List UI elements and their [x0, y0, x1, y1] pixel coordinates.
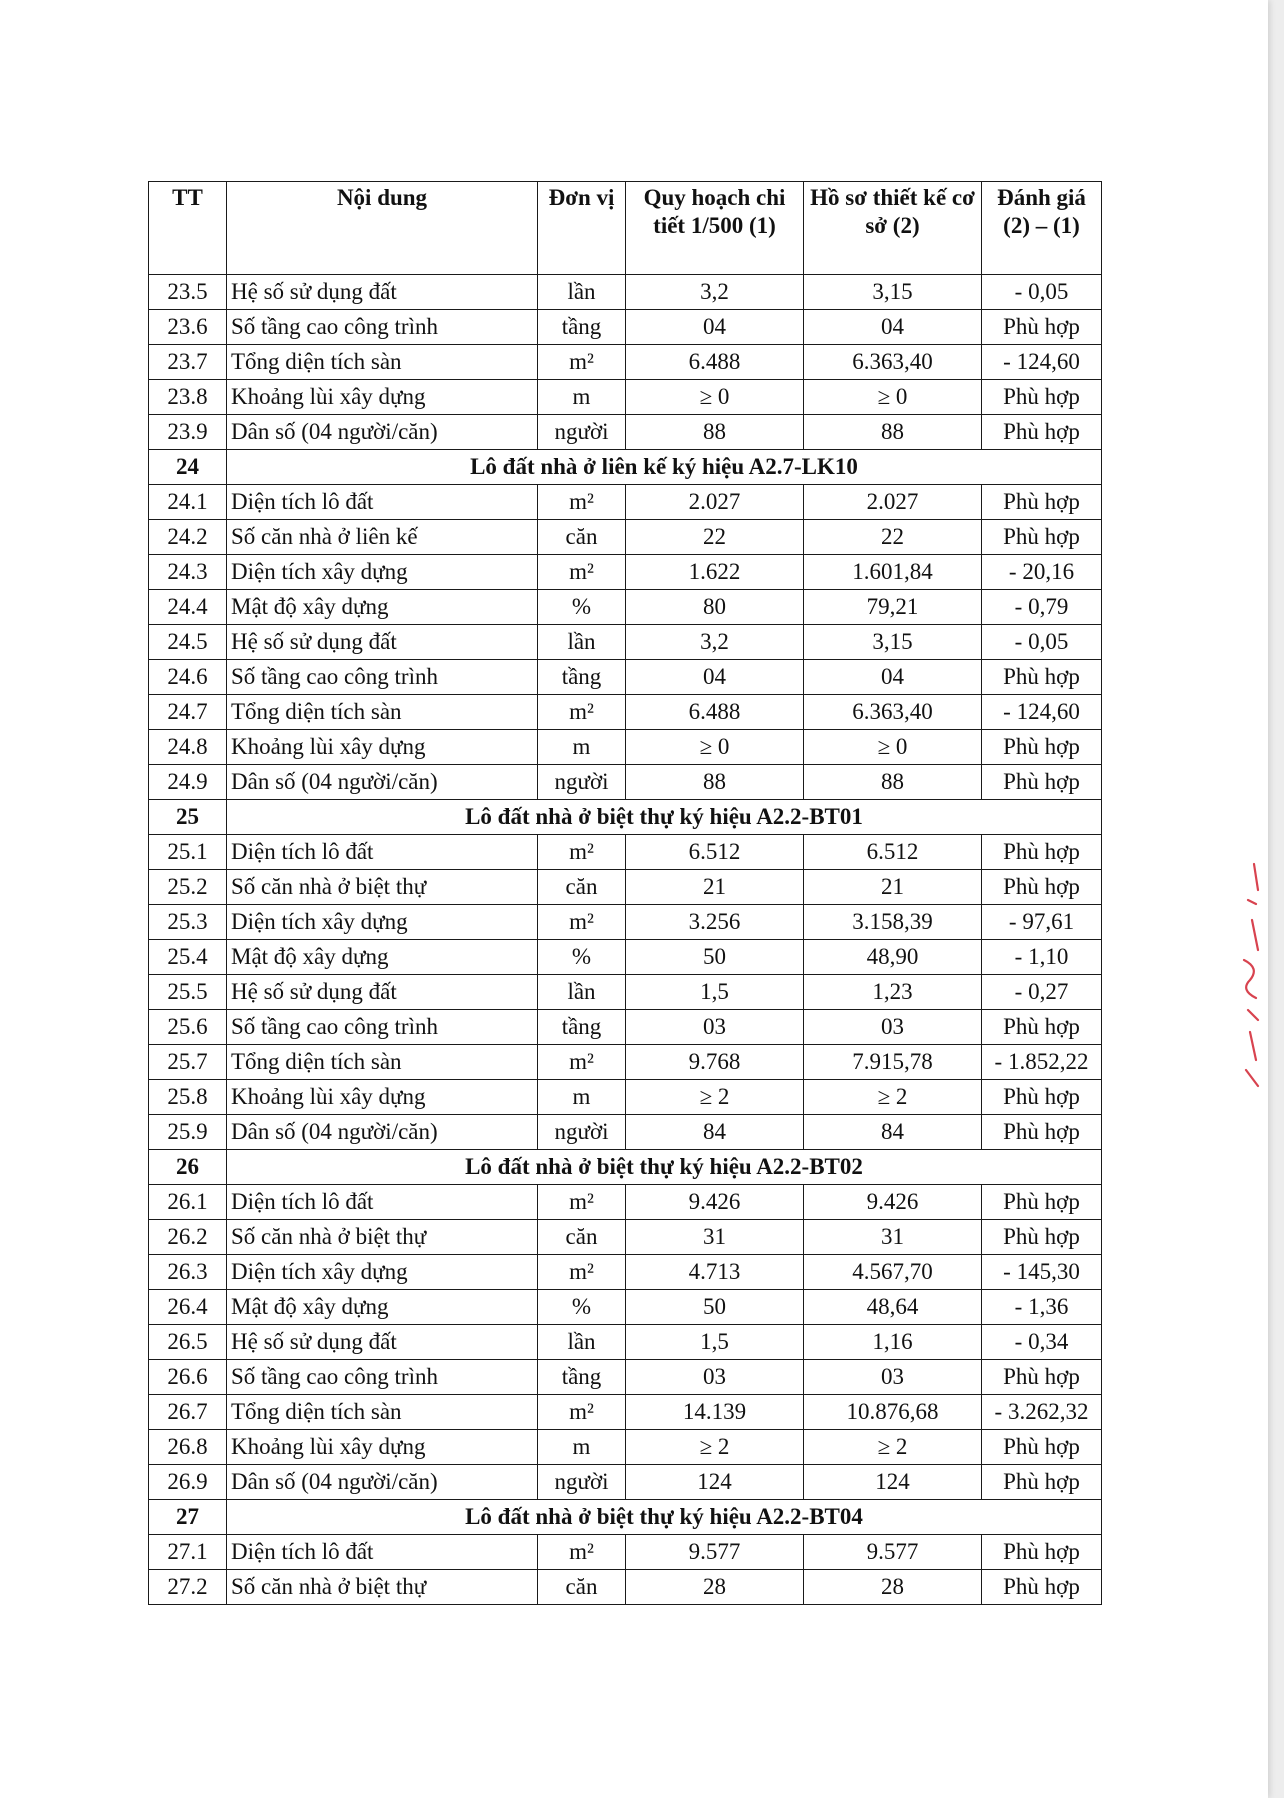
cell-content: Số tầng cao công trình	[227, 1360, 538, 1395]
cell-content: Tổng diện tích sàn	[227, 695, 538, 730]
table-row	[149, 520, 1102, 555]
cell-plan: 3.256	[626, 905, 804, 940]
cell-content: Số tầng cao công trình	[227, 1010, 538, 1045]
cell-plan: 14.139	[626, 1395, 804, 1430]
cell-eval: Phù hợp	[982, 1220, 1102, 1255]
cell-unit: m²	[538, 1395, 626, 1430]
cell-design: 4.567,70	[804, 1255, 982, 1290]
cell-eval: Phù hợp	[982, 1570, 1102, 1605]
cell-eval: Phù hợp	[982, 765, 1102, 800]
cell-plan: ≥ 0	[626, 380, 804, 415]
cell-design: 04	[804, 310, 982, 345]
table-row	[149, 1255, 1102, 1290]
cell-design: 3.158,39	[804, 905, 982, 940]
cell-tt: 25.7	[149, 1045, 227, 1080]
group-title: Lô đất nhà ở biệt thự ký hiệu A2.2-BT02	[227, 1150, 1102, 1185]
cell-plan: 6.488	[626, 695, 804, 730]
cell-unit: người	[538, 1465, 626, 1500]
cell-content: Dân số (04 người/căn)	[227, 1115, 538, 1150]
table-row	[149, 975, 1102, 1010]
cell-unit: căn	[538, 870, 626, 905]
cell-unit: tầng	[538, 310, 626, 345]
cell-plan: 9.768	[626, 1045, 804, 1080]
cell-design: 124	[804, 1465, 982, 1500]
cell-eval: Phù hợp	[982, 520, 1102, 555]
cell-content: Diện tích xây dựng	[227, 555, 538, 590]
group-title: Lô đất nhà ở liên kế ký hiệu A2.7-LK10	[227, 450, 1102, 485]
cell-tt: 26.5	[149, 1325, 227, 1360]
cell-design: 2.027	[804, 485, 982, 520]
cell-content: Mật độ xây dựng	[227, 590, 538, 625]
cell-content: Hệ số sử dụng đất	[227, 625, 538, 660]
cell-eval: Phù hợp	[982, 1080, 1102, 1115]
table-row	[149, 310, 1102, 345]
cell-eval: - 145,30	[982, 1255, 1102, 1290]
cell-design: 88	[804, 765, 982, 800]
table-row	[149, 940, 1102, 975]
cell-content: Dân số (04 người/căn)	[227, 765, 538, 800]
cell-plan: 03	[626, 1360, 804, 1395]
cell-plan: 04	[626, 310, 804, 345]
group-number: 24	[149, 450, 227, 485]
cell-eval: Phù hợp	[982, 1465, 1102, 1500]
cell-tt: 25.6	[149, 1010, 227, 1045]
cell-eval: - 0,27	[982, 975, 1102, 1010]
cell-tt: 24.2	[149, 520, 227, 555]
cell-plan: 22	[626, 520, 804, 555]
cell-plan: 9.426	[626, 1185, 804, 1220]
table-row	[149, 1010, 1102, 1045]
table-row	[149, 1570, 1102, 1605]
cell-plan: 28	[626, 1570, 804, 1605]
cell-tt: 26.1	[149, 1185, 227, 1220]
comparison-table	[148, 181, 1102, 1605]
cell-unit: m	[538, 380, 626, 415]
cell-eval: Phù hợp	[982, 1360, 1102, 1395]
cell-eval: Phù hợp	[982, 1185, 1102, 1220]
cell-unit: m²	[538, 485, 626, 520]
cell-unit: lần	[538, 975, 626, 1010]
cell-design: 6.512	[804, 835, 982, 870]
cell-content: Tổng diện tích sàn	[227, 1045, 538, 1080]
cell-plan: 84	[626, 1115, 804, 1150]
cell-plan: 80	[626, 590, 804, 625]
header-eval: Đánh giá (2) – (1)	[982, 182, 1102, 275]
cell-plan: 50	[626, 940, 804, 975]
cell-unit: lần	[538, 625, 626, 660]
cell-unit: tầng	[538, 1010, 626, 1045]
table-group-row	[149, 800, 1102, 835]
table-row	[149, 1360, 1102, 1395]
cell-design: ≥ 0	[804, 380, 982, 415]
cell-plan: 03	[626, 1010, 804, 1045]
table-row	[149, 1220, 1102, 1255]
cell-tt: 23.9	[149, 415, 227, 450]
cell-unit: m²	[538, 555, 626, 590]
cell-design: 31	[804, 1220, 982, 1255]
cell-unit: m	[538, 730, 626, 765]
cell-eval: Phù hợp	[982, 415, 1102, 450]
cell-eval: Phù hợp	[982, 380, 1102, 415]
table-row	[149, 1115, 1102, 1150]
cell-plan: 6.512	[626, 835, 804, 870]
cell-tt: 23.6	[149, 310, 227, 345]
cell-content: Hệ số sử dụng đất	[227, 1325, 538, 1360]
cell-eval: Phù hợp	[982, 310, 1102, 345]
cell-tt: 26.3	[149, 1255, 227, 1290]
cell-content: Số căn nhà ở biệt thự	[227, 1570, 538, 1605]
cell-content: Số tầng cao công trình	[227, 660, 538, 695]
cell-eval: - 0,79	[982, 590, 1102, 625]
cell-content: Dân số (04 người/căn)	[227, 1465, 538, 1500]
cell-content: Hệ số sử dụng đất	[227, 975, 538, 1010]
cell-unit: %	[538, 940, 626, 975]
cell-unit: m²	[538, 1045, 626, 1080]
cell-eval: - 97,61	[982, 905, 1102, 940]
table-row	[149, 660, 1102, 695]
table-row	[149, 1290, 1102, 1325]
cell-design: 1,16	[804, 1325, 982, 1360]
cell-unit: m²	[538, 1535, 626, 1570]
table-group-row	[149, 1150, 1102, 1185]
cell-content: Khoảng lùi xây dựng	[227, 730, 538, 765]
cell-eval: Phù hợp	[982, 835, 1102, 870]
cell-eval: Phù hợp	[982, 1430, 1102, 1465]
cell-design: ≥ 2	[804, 1430, 982, 1465]
cell-design: 28	[804, 1570, 982, 1605]
cell-unit: tầng	[538, 1360, 626, 1395]
header-tt: TT	[149, 182, 227, 275]
cell-tt: 24.3	[149, 555, 227, 590]
cell-unit: m	[538, 1430, 626, 1465]
cell-tt: 26.6	[149, 1360, 227, 1395]
cell-content: Khoảng lùi xây dựng	[227, 1430, 538, 1465]
cell-eval: Phù hợp	[982, 1010, 1102, 1045]
table-row	[149, 415, 1102, 450]
cell-design: 6.363,40	[804, 695, 982, 730]
cell-eval: - 0,34	[982, 1325, 1102, 1360]
cell-eval: - 1,10	[982, 940, 1102, 975]
table-row	[149, 275, 1102, 310]
cell-eval: Phù hợp	[982, 1115, 1102, 1150]
cell-plan: 2.027	[626, 485, 804, 520]
cell-plan: 1,5	[626, 975, 804, 1010]
cell-content: Số căn nhà ở biệt thự	[227, 870, 538, 905]
header-plan: Quy hoạch chi tiết 1/500 (1)	[626, 182, 804, 275]
cell-unit: tầng	[538, 660, 626, 695]
table-row	[149, 765, 1102, 800]
cell-eval: Phù hợp	[982, 870, 1102, 905]
cell-plan: 21	[626, 870, 804, 905]
cell-unit: m²	[538, 1185, 626, 1220]
cell-tt: 27.1	[149, 1535, 227, 1570]
cell-unit: căn	[538, 1220, 626, 1255]
cell-tt: 25.3	[149, 905, 227, 940]
cell-eval: Phù hợp	[982, 730, 1102, 765]
cell-design: 03	[804, 1010, 982, 1045]
cell-tt: 24.8	[149, 730, 227, 765]
cell-plan: 50	[626, 1290, 804, 1325]
cell-unit: m²	[538, 345, 626, 380]
table-group-row	[149, 1500, 1102, 1535]
cell-tt: 25.1	[149, 835, 227, 870]
table-body	[149, 275, 1102, 1605]
cell-tt: 25.4	[149, 940, 227, 975]
cell-unit: căn	[538, 1570, 626, 1605]
cell-plan: ≥ 2	[626, 1430, 804, 1465]
table-group-row	[149, 450, 1102, 485]
cell-plan: 9.577	[626, 1535, 804, 1570]
cell-design: 1.601,84	[804, 555, 982, 590]
cell-unit: m²	[538, 905, 626, 940]
cell-content: Số căn nhà ở biệt thự	[227, 1220, 538, 1255]
cell-unit: người	[538, 1115, 626, 1150]
cell-eval: - 1.852,22	[982, 1045, 1102, 1080]
cell-tt: 24.5	[149, 625, 227, 660]
cell-eval: Phù hợp	[982, 660, 1102, 695]
cell-eval: - 1,36	[982, 1290, 1102, 1325]
cell-tt: 24.6	[149, 660, 227, 695]
table-row	[149, 1430, 1102, 1465]
table-row	[149, 380, 1102, 415]
cell-unit: %	[538, 1290, 626, 1325]
cell-tt: 23.5	[149, 275, 227, 310]
cell-content: Diện tích lô đất	[227, 835, 538, 870]
group-number: 26	[149, 1150, 227, 1185]
cell-tt: 26.8	[149, 1430, 227, 1465]
table-row	[149, 1185, 1102, 1220]
table-row	[149, 1325, 1102, 1360]
table-row	[149, 1395, 1102, 1430]
cell-design: 84	[804, 1115, 982, 1150]
table-row	[149, 625, 1102, 660]
table-row	[149, 695, 1102, 730]
cell-unit: m²	[538, 1255, 626, 1290]
cell-tt: 23.8	[149, 380, 227, 415]
cell-tt: 25.9	[149, 1115, 227, 1150]
cell-content: Tổng diện tích sàn	[227, 345, 538, 380]
cell-design: 1,23	[804, 975, 982, 1010]
cell-tt: 25.8	[149, 1080, 227, 1115]
cell-tt: 24.1	[149, 485, 227, 520]
cell-tt: 25.5	[149, 975, 227, 1010]
cell-unit: m²	[538, 695, 626, 730]
cell-design: 48,64	[804, 1290, 982, 1325]
cell-tt: 24.7	[149, 695, 227, 730]
cell-content: Diện tích xây dựng	[227, 905, 538, 940]
cell-content: Diện tích xây dựng	[227, 1255, 538, 1290]
cell-eval: - 0,05	[982, 625, 1102, 660]
cell-plan: 124	[626, 1465, 804, 1500]
table-row	[149, 345, 1102, 380]
table-row	[149, 590, 1102, 625]
cell-plan: 04	[626, 660, 804, 695]
cell-unit: người	[538, 415, 626, 450]
cell-unit: lần	[538, 275, 626, 310]
cell-content: Tổng diện tích sàn	[227, 1395, 538, 1430]
table-row	[149, 1465, 1102, 1500]
cell-unit: người	[538, 765, 626, 800]
group-number: 25	[149, 800, 227, 835]
cell-design: 22	[804, 520, 982, 555]
cell-content: Số tầng cao công trình	[227, 310, 538, 345]
cell-eval: - 124,60	[982, 345, 1102, 380]
cell-content: Mật độ xây dựng	[227, 940, 538, 975]
cell-plan: 88	[626, 415, 804, 450]
cell-design: ≥ 2	[804, 1080, 982, 1115]
cell-content: Diện tích lô đất	[227, 485, 538, 520]
header-content: Nội dung	[227, 182, 538, 275]
cell-plan: 4.713	[626, 1255, 804, 1290]
cell-eval: - 0,05	[982, 275, 1102, 310]
cell-unit: lần	[538, 1325, 626, 1360]
cell-tt: 26.4	[149, 1290, 227, 1325]
cell-unit: căn	[538, 520, 626, 555]
cell-plan: 6.488	[626, 345, 804, 380]
cell-tt: 26.2	[149, 1220, 227, 1255]
cell-design: 9.426	[804, 1185, 982, 1220]
red-stamp-edge	[1236, 860, 1262, 1090]
cell-design: 10.876,68	[804, 1395, 982, 1430]
cell-tt: 26.9	[149, 1465, 227, 1500]
cell-plan: 3,2	[626, 275, 804, 310]
cell-plan: 1,5	[626, 1325, 804, 1360]
cell-design: 88	[804, 415, 982, 450]
cell-content: Số căn nhà ở liên kế	[227, 520, 538, 555]
cell-unit: %	[538, 590, 626, 625]
cell-content: Khoảng lùi xây dựng	[227, 1080, 538, 1115]
table-row	[149, 730, 1102, 765]
cell-design: 3,15	[804, 275, 982, 310]
cell-content: Mật độ xây dựng	[227, 1290, 538, 1325]
cell-plan: 1.622	[626, 555, 804, 590]
cell-eval: - 3.262,32	[982, 1395, 1102, 1430]
cell-tt: 24.9	[149, 765, 227, 800]
cell-tt: 27.2	[149, 1570, 227, 1605]
cell-design: 03	[804, 1360, 982, 1395]
cell-content: Diện tích lô đất	[227, 1535, 538, 1570]
header-unit: Đơn vị	[538, 182, 626, 275]
cell-content: Diện tích lô đất	[227, 1185, 538, 1220]
table-row	[149, 870, 1102, 905]
cell-design: 04	[804, 660, 982, 695]
cell-design: 3,15	[804, 625, 982, 660]
cell-plan: 3,2	[626, 625, 804, 660]
cell-design: 9.577	[804, 1535, 982, 1570]
cell-tt: 26.7	[149, 1395, 227, 1430]
header-design: Hồ sơ thiết kế cơ sở (2)	[804, 182, 982, 275]
cell-content: Dân số (04 người/căn)	[227, 415, 538, 450]
cell-eval: Phù hợp	[982, 1535, 1102, 1570]
cell-design: 6.363,40	[804, 345, 982, 380]
cell-tt: 25.2	[149, 870, 227, 905]
cell-design: ≥ 0	[804, 730, 982, 765]
cell-plan: 88	[626, 765, 804, 800]
cell-eval: - 20,16	[982, 555, 1102, 590]
table-row	[149, 1045, 1102, 1080]
cell-tt: 24.4	[149, 590, 227, 625]
cell-plan: ≥ 0	[626, 730, 804, 765]
table-row	[149, 905, 1102, 940]
group-title: Lô đất nhà ở biệt thự ký hiệu A2.2-BT04	[227, 1500, 1102, 1535]
table-row	[149, 1080, 1102, 1115]
cell-design: 7.915,78	[804, 1045, 982, 1080]
cell-content: Hệ số sử dụng đất	[227, 275, 538, 310]
cell-content: Khoảng lùi xây dựng	[227, 380, 538, 415]
cell-unit: m²	[538, 835, 626, 870]
group-title: Lô đất nhà ở biệt thự ký hiệu A2.2-BT01	[227, 800, 1102, 835]
cell-design: 48,90	[804, 940, 982, 975]
cell-plan: 31	[626, 1220, 804, 1255]
table-row	[149, 1535, 1102, 1570]
table-header-row	[149, 182, 1102, 275]
table-row	[149, 835, 1102, 870]
cell-tt: 23.7	[149, 345, 227, 380]
cell-design: 79,21	[804, 590, 982, 625]
cell-design: 21	[804, 870, 982, 905]
cell-unit: m	[538, 1080, 626, 1115]
cell-plan: ≥ 2	[626, 1080, 804, 1115]
group-number: 27	[149, 1500, 227, 1535]
table-row	[149, 555, 1102, 590]
table-row	[149, 485, 1102, 520]
cell-eval: - 124,60	[982, 695, 1102, 730]
cell-eval: Phù hợp	[982, 485, 1102, 520]
